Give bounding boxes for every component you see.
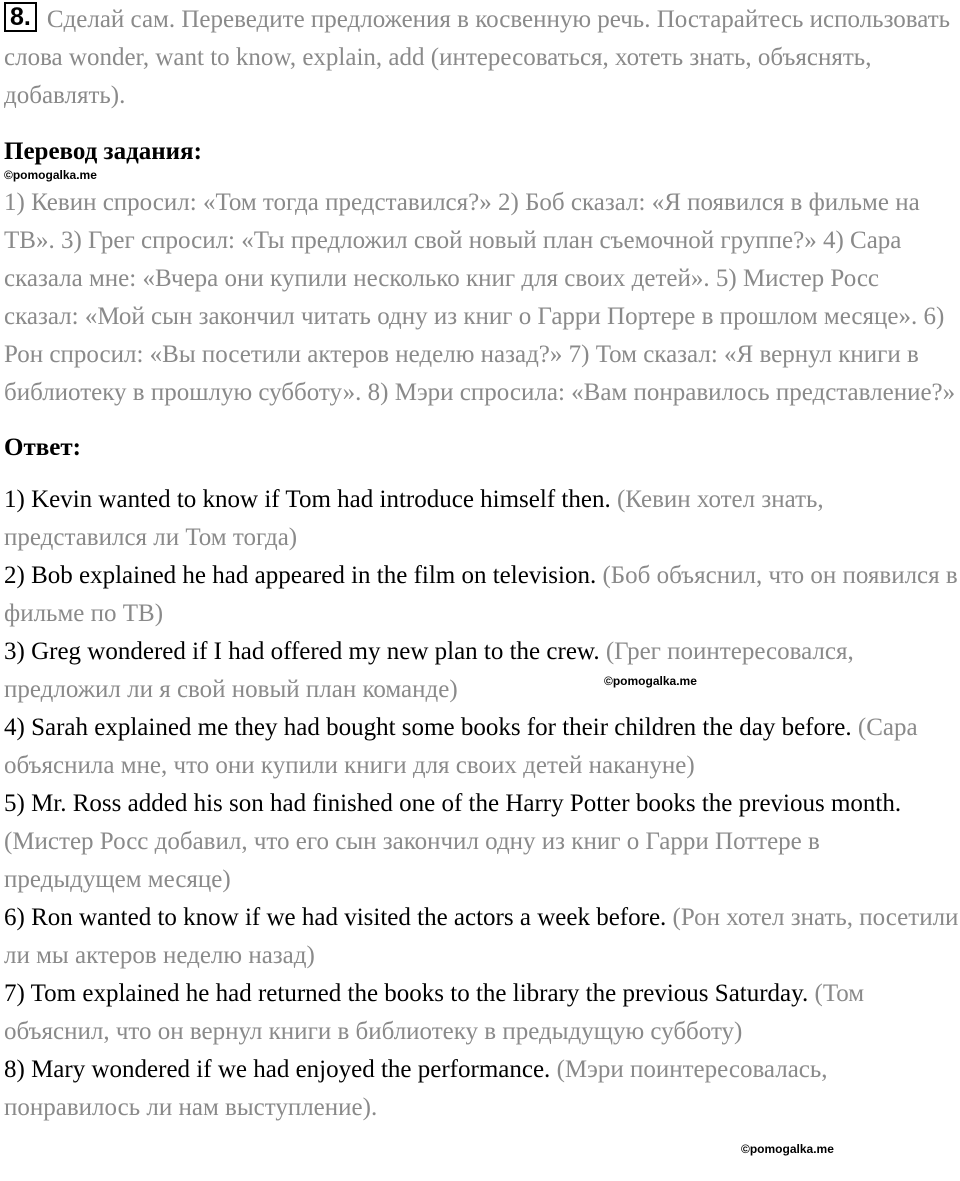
answer-item <box>4 709 959 785</box>
answer-english: 4) Sarah explained me they had bought some books for their children the day before. <box>4 714 852 741</box>
answer-heading: Ответ: <box>4 434 81 461</box>
document-page <box>4 0 959 1127</box>
answer-russian: (Боб объяснил, что он появился в фильме по ТВ) <box>4 562 958 627</box>
answer-english: 5) Mr. Ross added his son had finished one of the Harry Potter books the previous month. <box>4 790 902 817</box>
answer-russian: (Сара объяснила мне, что они купили книги для своих детей накануне) <box>4 714 918 779</box>
watermark: ©pomogalka.me <box>604 674 697 688</box>
answer-item <box>4 557 959 633</box>
answer-item <box>4 633 959 709</box>
task-text: Сделай сам. Переведите предложения в косвенную речь. Постарайтесь использовать слова wonder, want to know, explain, add (интересоваться, хотеть знать, объяснять, добавлять). <box>4 6 951 109</box>
answer-english: 8) Mary wondered if we had enjoyed the performance. <box>4 1056 551 1083</box>
answer-english: 2) Bob explained he had appeared in the film on television. <box>4 562 597 589</box>
answer-english: 7) Tom explained he had returned the books to the library the previous Saturday. <box>4 980 809 1007</box>
answer-russian: (Том объяснил, что он вернул книги в библиотеку в предыдущую субботу) <box>4 980 865 1045</box>
answer-russian: (Рон хотел знать, посетили ли мы актеров неделю назад) <box>4 904 959 969</box>
translation-text: 1) Кевин спросил: «Том тогда представился?» 2) Боб сказал: «Я появился в фильме на ТВ». 3) Грег спросил: «Ты предложил свой новый план съемочной группе?» 4) Сара сказала мне: «Вчера они купили несколько книг для своих детей». 5) Мистер Росс сказал: «Мой сын закончил читать одну из книг о Гарри Портере в прошлом месяце». 6) Рон спросил: «Вы посетили актеров неделю назад?» 7) Том сказал: «Я вернул книги в библиотеку в прошлую субботу». 8) Мэри спросила: «Вам понравилось представление?» <box>4 189 956 406</box>
answer-list <box>4 481 959 1127</box>
answer-item <box>4 899 959 975</box>
answer-english: 6) Ron wanted to know if we had visited the actors a week before. <box>4 904 667 931</box>
translation-heading: Перевод задания: <box>4 138 202 165</box>
answer-english: 1) Kevin wanted to know if Tom had introduce himself then. <box>4 486 611 513</box>
answer-item <box>4 481 959 557</box>
task-number: 8. <box>4 2 37 32</box>
answer-russian: (Мэри поинтересовалась, понравилось ли нам выступление). <box>4 1056 828 1121</box>
watermark: ©pomogalka.me <box>741 1142 834 1156</box>
answer-russian: (Мистер Росс добавил, что его сын закончил одну из книг о Гарри Поттере в предыдущем месяце) <box>4 828 820 893</box>
answer-russian: (Кевин хотел знать, представился ли Том тогда) <box>4 486 824 551</box>
answer-russian: (Грег поинтересовался, предложил ли я свой новый план команде) <box>4 638 854 703</box>
answer-item <box>4 1051 959 1127</box>
watermark: ©pomogalka.me <box>4 168 97 182</box>
answer-item <box>4 785 959 899</box>
task-statement <box>4 1 959 115</box>
answer-item <box>4 975 959 1051</box>
answer-english: 3) Greg wondered if I had offered my new plan to the crew. <box>4 638 600 665</box>
